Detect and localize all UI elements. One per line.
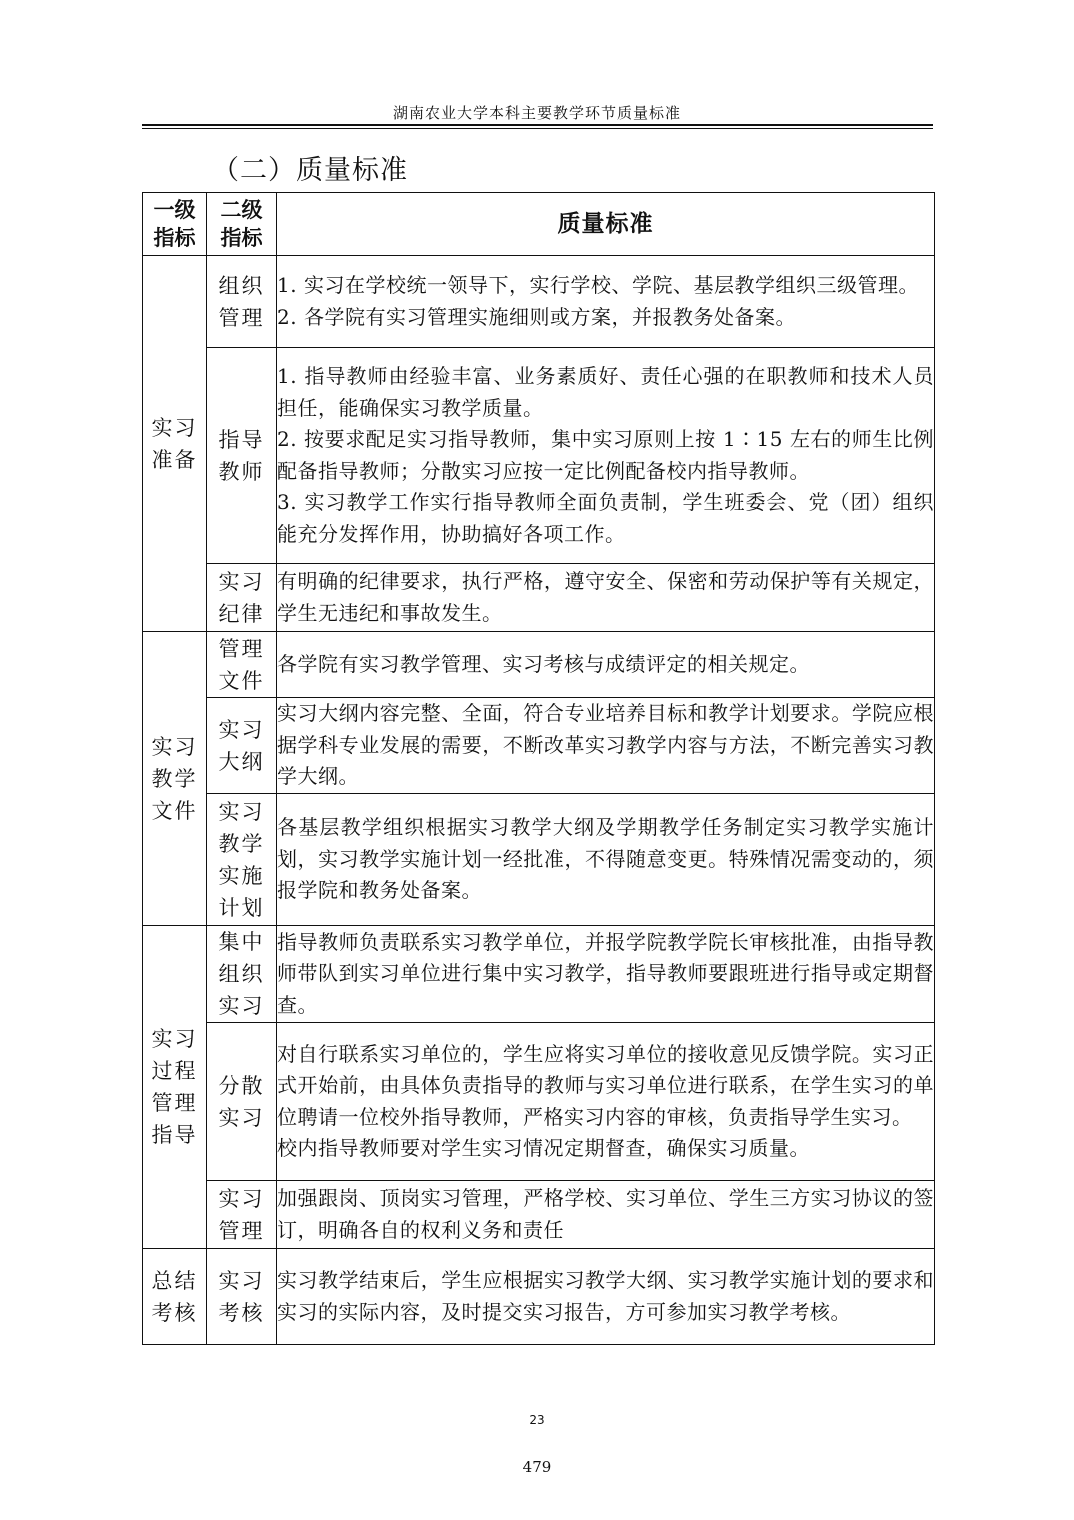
level2-indicator: 实习 大纲 [207,698,277,794]
col-header-level2: 二级 指标 [207,193,277,256]
table-row [143,564,935,632]
standard-content [277,1023,935,1181]
page-number-inner: 23 [529,1413,545,1427]
page-number-outer: 479 [522,1458,552,1476]
running-header: 湖南农业大学本科主要教学环节质量标准 [392,104,681,122]
standard-content [277,1181,935,1249]
level2-indicator: 实习 纪律 [207,564,277,632]
standard-content [277,632,935,698]
standard-content [277,698,935,794]
level2-indicator: 实习 教学 实施 计划 [207,794,277,926]
standard-content [277,348,935,564]
standard-line: 各学院有实习教学管理、实习考核与成绩评定的相关规定。 [277,651,810,676]
table-row [143,794,935,926]
level1-indicator: 实习 准备 [143,256,207,632]
standard-content [277,256,935,348]
table-row [143,1249,935,1345]
level2-indicator: 实习 考核 [207,1249,277,1345]
standard-line: 各基层教学组织根据实习教学大纲及学期教学任务制定实习教学实施计划，实习教学实施计划一经批准，不得随意变更。特殊情况需变动的，须报学院和教务处备案。 [277,815,934,903]
header-rule-thin [142,128,933,129]
level2-indicator: 组织 管理 [207,256,277,348]
standard-line: 实习大纲内容完整、全面，符合专业培养目标和教学计划要求。学院应根据学科专业发展的需要，不断改革实习教学内容与方法，不断完善实习教学大纲。 [277,701,934,789]
header-rule [142,124,933,126]
col-header-level1: 一级 指标 [143,193,207,256]
table-row [143,256,935,348]
standard-line: 加强跟岗、顶岗实习管理，严格学校、实习单位、学生三方实习协议的签订，明确各自的权利义务和责任 [277,1186,934,1242]
standard-line: 有明确的纪律要求，执行严格，遵守安全、保密和劳动保护等有关规定，学生无违纪和事故发生。 [277,569,934,625]
table-row [143,348,935,564]
table-row [143,698,935,794]
standard-line: 2. 各学院有实习管理实施细则或方案，并报教务处备案。 [277,304,796,329]
quality-standard-table [142,192,935,1345]
standard-line: 3. 实习教学工作实行指导教师全面负责制，学生班委会、党（团）组织能充分发挥作用，协助搞好各项工作。 [277,490,934,546]
standard-line: 1. 指导教师由经验丰富、业务素质好、责任心强的在职教师和技术人员担任，能确保实习教学质量。 [277,364,934,420]
level2-indicator: 管理 文件 [207,632,277,698]
table-body [143,256,935,1345]
table-header-row [143,193,935,256]
section-heading: （二）质量标准 [212,155,408,186]
standard-line: 指导教师负责联系实习教学单位，并报学院教学院长审核批准，由指导教师带队到实习单位进行集中实习教学，指导教师要跟班进行指导或定期督查。 [277,929,934,1017]
col-header-standard: 质量标准 [277,193,935,256]
standard-line: 校内指导教师要对学生实习情况定期督查，确保实习质量。 [277,1136,810,1160]
standard-line: 对自行联系实习单位的，学生应将实习单位的接收意见反馈学院。实习正式开始前，由具体负责指导的教师与实习单位进行联系，在学生实习的单位聘请一位校外指导教师，严格实习内容的审核，负责指导学生实习。 [277,1041,934,1129]
standard-content [277,1249,935,1345]
level2-indicator: 集中 组织 实习 [207,926,277,1023]
standard-content [277,564,935,632]
level2-indicator: 实习 管理 [207,1181,277,1249]
table-row [143,1023,935,1181]
standard-content [277,926,935,1023]
table-row [143,632,935,698]
level1-indicator: 实习 教学 文件 [143,632,207,926]
table-row [143,926,935,1023]
standard-line: 1. 实习在学校统一领导下，实行学校、学院、基层教学组织三级管理。 [277,273,919,297]
standard-line: 2. 按要求配足实习指导教师，集中实习原则上按 1∶15 左右的师生比例配备指导教师；分散实习应按一定比例配备校内指导教师。 [277,427,934,483]
level2-indicator: 分散 实习 [207,1023,277,1181]
level1-indicator: 实习 过程 管理 指导 [143,926,207,1249]
table-row [143,1181,935,1249]
level1-indicator: 总结 考核 [143,1249,207,1345]
standard-line: 实习教学结束后，学生应根据实习教学大纲、实习教学实施计划的要求和实习的实际内容，及时提交实习报告，方可参加实习教学考核。 [277,1268,934,1324]
standard-content [277,794,935,926]
level2-indicator: 指导 教师 [207,348,277,564]
